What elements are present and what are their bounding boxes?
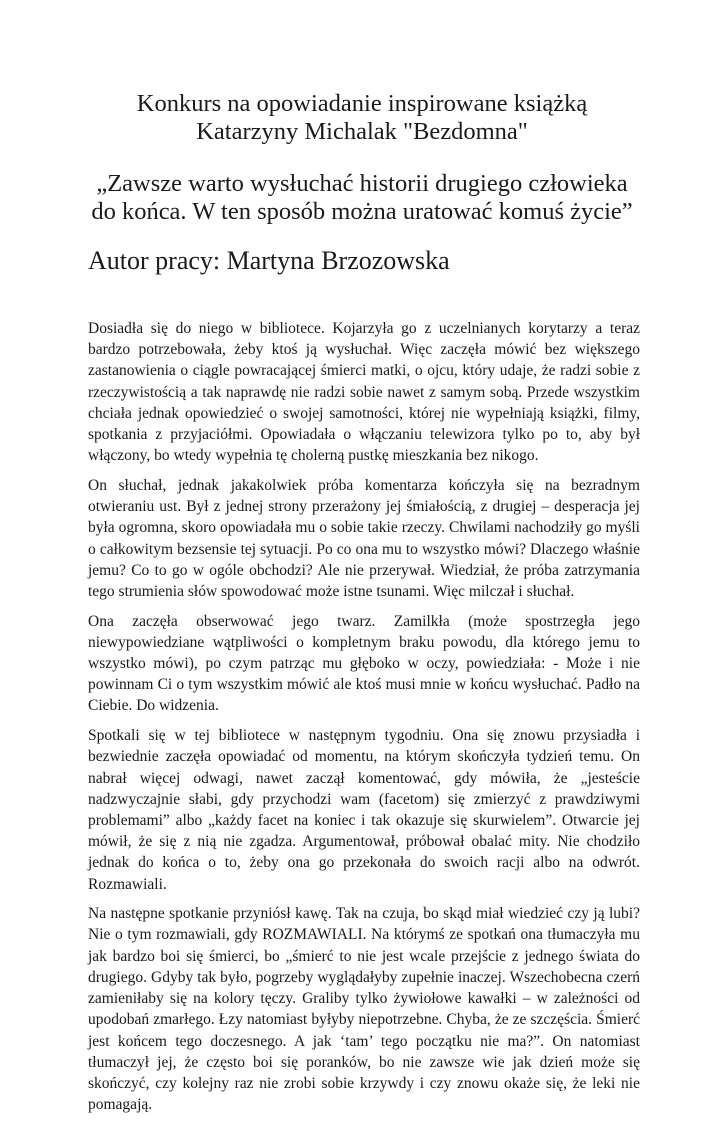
story-body: [88, 318, 640, 1124]
author-line: Autor pracy: Martyna Brzozowska: [88, 246, 450, 275]
motto-quote: „Zawsze warto wysłuchać historii drugiego człowieka do końca. W ten sposób można uratować komuś życie”: [91, 170, 633, 225]
paragraph-5: Na następne spotkanie przyniósł kawę. Tak na czuja, bo skąd miał wiedzieć czy ją lubi? Nie o tym rozmawiali, gdy ROZMAWIALI. Na którymś ze spotkań ona tłumaczyła mu jak bardzo boi się śmierci, bo „śmierć to nie jest wcale przejście z jednego świata do drugiego. Gdyby tak było, pogrzeby wyglądałyby zupełnie inaczej. Wszechobecna czerń zamieniłaby się na kolory tęczy. Graliby tylko żywiołowe kawałki – w zależności od upodobań zmarłego. Łzy natomiast byłyby niepotrzebne. Chyba, że ze szczęścia. Śmierć jest końcem tego doczesnego. A jak ‘tam’ tego początku nie ma?”. On natomiast tłumaczył jej, że często boi się poranków, bo nie zawsze wie jak dzień może się skończyć, czy kolejny raz nie zrobi sobie krzywdy i czy znowu okaże się, że leki nie pomagają.: [88, 905, 640, 1114]
paragraph-1: Dosiadła się do niego w bibliotece. Kojarzyła go z uczelnianych korytarzy a teraz bardzo potrzebowała, żeby ktoś ją wysłuchał. Więc zaczęła mówić bez większego zastanowienia o ciągle powracającej śmierci matki, o ojcu, który udaje, że radzi sobie z rzeczywistością a tak naprawdę nie radzi sobie nawet z samym sobą. Przede wszystkim chciała jednak opowiedzieć o swojej samotności, której nie wypełniają książki, filmy, spotkania z przyjaciółmi. Opowiadała o włączaniu telewizora tylko po to, aby był włączony, bo wtedy wypełnia tę cholerną pustkę mieszkania bez nikogo.: [88, 320, 640, 465]
paragraph-4: Spotkali się w tej bibliotece w następnym tygodniu. Ona się znowu przysiadła i bezwiednie zaczęła opowiadać od momentu, na którym skończyła tydzień temu. On nabrał więcej odwagi, nawet zaczął komentować, gdy mówiła, że „jesteście nadzwyczajnie słabi, gdy przychodzi wam (facetom) się zmierzyć z prawdziwymi problemami” albo „każdy facet na koniec i tak okazuje się skurwielem”. Otwarcie jej mówił, że się z nią nie zgadza. Argumentował, próbował obalać mity. Nie chodziło jednak do końca o to, żeby ona go przekonała do swoich racji albo na odwrót. Rozmawiali.: [88, 727, 640, 893]
document-title: Konkurs na opowiadanie inspirowane książką Katarzyny Michalak "Bezdomna": [136, 90, 588, 145]
paragraph-2: On słuchał, jednak jakakolwiek próba komentarza kończyła się na bezradnym otwieraniu ust. Był z jednej strony przerażony jej śmiałością, z drugiej – desperacja jej była ogromna, skoro opowiadała mu o sobie takie rzeczy. Chwilami nachodziły go myśli o całkowitym bezsensie tej sytuacji. Po co ona mu to wszystko mówi? Dlaczego właśnie jemu? Co to go w ogóle obchodzi? Ale nie przerywał. Wiedział, że próba zatrzymania tego strumienia słów spowodować może istne tsunami. Więc milczał i słuchał.: [88, 476, 640, 600]
paragraph-3: Ona zaczęła obserwować jego twarz. Zamilkła (może spostrzegła jego niewypowiedziane wątpliwości o kompletnym braku powodu, dla którego jemu to wszystko mówi), po czym patrząc mu głęboko w oczy, powiedziała: - Może i nie powinnam Ci o tym wszystkim mówić ale ktoś musi mnie w końcu wysłuchać. Padło na Ciebie. Do widzenia.: [88, 612, 640, 715]
